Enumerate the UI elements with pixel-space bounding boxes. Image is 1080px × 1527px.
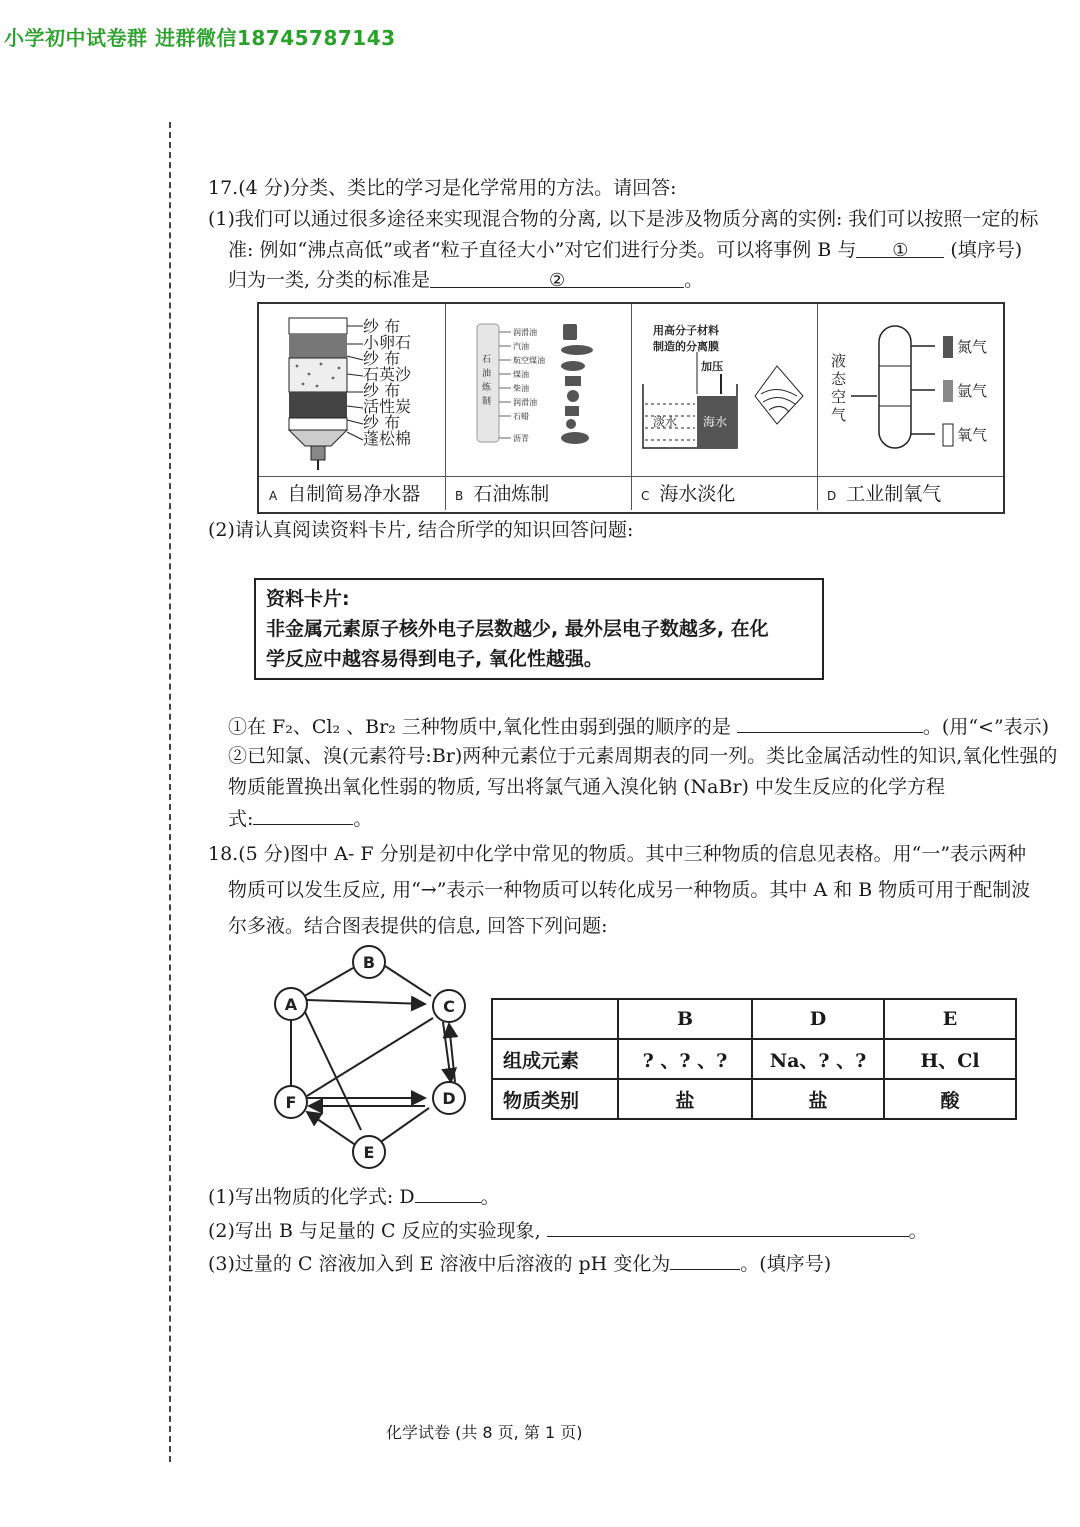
- panel-a: [259, 304, 446, 510]
- q18-sub1: [208, 1184, 500, 1209]
- label-a2: 纱 布: [363, 349, 401, 368]
- watermark: 小学初中试卷群 进群微信18745787143: [4, 26, 396, 50]
- panel-d: [817, 304, 1003, 510]
- tower-ch0: 石: [482, 355, 492, 365]
- table-header-row: [492, 999, 1016, 1039]
- edge-a-b: [301, 968, 353, 998]
- table-header-cell: E: [884, 999, 1016, 1039]
- edge-a-c: [307, 1000, 425, 1004]
- reaction-graph: [265, 940, 485, 1170]
- card-title: 资料卡片:: [266, 588, 350, 610]
- edge-b-c: [385, 966, 431, 996]
- q17-sub1-tail: 。(用“<”表示): [922, 716, 1050, 738]
- blank-2[interactable]: ②: [430, 269, 684, 288]
- q18-sub3-tail: 。(填序号): [740, 1253, 832, 1275]
- node-e: E: [363, 1143, 375, 1162]
- q18-line1: 18.(5 分)图中 A- F 分别是初中化学中常见的物质。其中三种物质的信息见表格。用“一”表示两种: [208, 843, 1027, 865]
- q17-sub2-line2: 物质能置换出氧化性弱的物质, 写出将氯气通入溴化钠 (NaBr) 中发生反应的化学方程: [228, 776, 945, 798]
- note-c1: 用高分子材料: [653, 324, 719, 337]
- label-b2: 航空煤油: [513, 356, 545, 365]
- blank-3[interactable]: [737, 714, 923, 733]
- caption-b: B 石油炼制: [445, 476, 631, 510]
- node-b: B: [362, 953, 376, 972]
- q17-p1-line2-tail: (填序号): [950, 239, 1023, 261]
- press-label: 加压: [701, 360, 723, 373]
- table-cell: 盐: [752, 1079, 884, 1119]
- node-c: C: [443, 997, 455, 1016]
- out-o2: 氧气: [957, 426, 988, 444]
- label-b5: 润滑油: [513, 398, 537, 407]
- separation-figure: [257, 302, 1005, 514]
- q17-p1-line3-text: 归为一类, 分类的标准是: [228, 269, 431, 291]
- q18-sub1-tail: 。: [480, 1186, 500, 1208]
- label-a0: 纱 布: [363, 317, 401, 336]
- label-a4: 纱 布: [363, 381, 401, 400]
- label-a1: 小卵石: [363, 333, 412, 352]
- edge-e-f: [307, 1112, 357, 1146]
- q18-line2: 物质可以发生反应, 用“→”表示一种物质可以转化成另一种物质。其中 A 和 B 物质可用于配制波: [228, 879, 1031, 901]
- blank-4[interactable]: [253, 806, 353, 825]
- note-c2: 制造的分离膜: [653, 340, 719, 353]
- table-cell: Na、? 、?: [752, 1039, 884, 1079]
- q17-sub2-label: 式:: [228, 808, 254, 830]
- label-a3: 石英沙: [363, 365, 412, 384]
- table-cell: ? 、? 、?: [618, 1039, 752, 1079]
- label-b3: 煤油: [513, 370, 529, 379]
- label-a6: 纱 布: [363, 413, 401, 432]
- q17-p2: (2)请认真阅读资料卡片, 结合所学的知识回答问题:: [208, 519, 634, 541]
- table-cell: 物质类别: [492, 1079, 618, 1119]
- node-a: A: [284, 995, 298, 1014]
- oil-refining-diagram: [445, 304, 631, 476]
- info-card: [254, 578, 824, 680]
- table-cell: H、Cl: [884, 1039, 1016, 1079]
- q18-sub2: [208, 1218, 928, 1243]
- caption-d: D 工业制氧气: [817, 476, 1003, 510]
- card-line2: 学反应中越容易得到电子, 氧化性越强。: [266, 648, 603, 670]
- liquid-ch1: 态: [831, 370, 847, 388]
- q18-line3: 尔多液。结合图表提供的信息, 回答下列问题:: [228, 915, 608, 937]
- out-n2: 氮气: [957, 338, 988, 356]
- q18-sub2-text: (2)写出 B 与足量的 C 反应的实验现象,: [208, 1220, 541, 1242]
- q17-p1-line3-tail: 。: [684, 269, 704, 291]
- caption-a: A 自制简易净水器: [259, 476, 445, 510]
- panel-b: [445, 304, 632, 510]
- table-row: [492, 1039, 1016, 1079]
- table-cell: 组成元素: [492, 1039, 618, 1079]
- liquid-ch2: 空: [831, 388, 847, 406]
- q17-p1-line2-text: 准: 例如“沸点高低”或者“粒子直径大小”对它们进行分类。可以将事例 B 与: [228, 239, 857, 261]
- svg-text:制: 制: [482, 397, 492, 407]
- label-b6: 石蜡: [513, 412, 529, 421]
- page-footer: 化学试卷 (共 8 页, 第 1 页): [386, 1423, 583, 1442]
- liquid-ch3: 气: [831, 406, 847, 424]
- table-header-cell: D: [752, 999, 884, 1039]
- blank-1[interactable]: ①: [856, 239, 944, 258]
- q17-p1-line3: [228, 268, 703, 292]
- substance-info-table: [491, 998, 1017, 1120]
- out-ar: 氩气: [957, 382, 988, 400]
- q17-sub2-line1: ②已知氯、溴(元素符号:Br)两种元素位于元素周期表的同一列。类比金属活动性的知识,氧化性强的: [228, 745, 1058, 767]
- table-cell: 盐: [618, 1079, 752, 1119]
- blank-6[interactable]: [547, 1218, 909, 1237]
- svg-text:油: 油: [482, 369, 492, 379]
- label-b7: 沥青: [513, 434, 529, 443]
- node-d: D: [442, 1089, 456, 1108]
- q18-sub3: [208, 1251, 831, 1276]
- q17-p1-line1: (1)我们可以通过很多途径来实现混合物的分离, 以下是涉及物质分离的实例: 我们可以按照一定的标: [208, 208, 1039, 230]
- liquid-ch0: 液: [831, 352, 847, 370]
- edge-a-e: [305, 1012, 361, 1130]
- label-b1: 汽油: [513, 342, 529, 351]
- caption-c: C 海水淡化: [631, 476, 817, 510]
- label-b0: 润滑油: [513, 328, 537, 337]
- edge-d-e: [375, 1108, 429, 1146]
- table-header-cell: [492, 999, 618, 1039]
- binding-line: [169, 122, 171, 1462]
- blank-7[interactable]: [670, 1251, 740, 1270]
- q18-sub1-text: (1)写出物质的化学式: D: [208, 1186, 415, 1208]
- blank-5[interactable]: [415, 1184, 481, 1203]
- q17-title: 17.(4 分)分类、类比的学习是化学常用的方法。请回答:: [208, 177, 677, 199]
- q17-sub1-text: ①在 F₂、Cl₂ 、Br₂ 三种物质中,氧化性由弱到强的顺序的是: [228, 716, 731, 738]
- label-a5: 活性炭: [363, 397, 412, 416]
- oxygen-production-diagram: [817, 304, 1003, 476]
- node-f: F: [285, 1093, 297, 1112]
- q17-sub1: [228, 714, 1049, 739]
- desalination-diagram: [631, 304, 817, 476]
- card-line1: 非金属元素原子核外电子层数越少, 最外层电子数越多, 在化: [266, 618, 769, 640]
- q17-sub2-line3: [228, 806, 372, 831]
- svg-text:炼: 炼: [482, 383, 492, 393]
- q18-sub2-tail: 。: [908, 1220, 928, 1242]
- table-header-cell: B: [618, 999, 752, 1039]
- label-b4: 柴油: [513, 384, 529, 393]
- label-a7: 蓬松棉: [363, 429, 412, 448]
- sea-label: 海水: [703, 415, 728, 429]
- table-row: [492, 1079, 1016, 1119]
- water-filter-diagram: [259, 304, 445, 476]
- q17-sub2-tail: 。: [353, 808, 373, 830]
- q17-p1-line2: [228, 238, 1022, 262]
- table-cell: 酸: [884, 1079, 1016, 1119]
- panel-c: [631, 304, 818, 510]
- fresh-label: 淡水: [653, 415, 678, 429]
- q18-sub3-text: (3)过量的 C 溶液加入到 E 溶液中后溶液的 pH 变化为: [208, 1253, 671, 1275]
